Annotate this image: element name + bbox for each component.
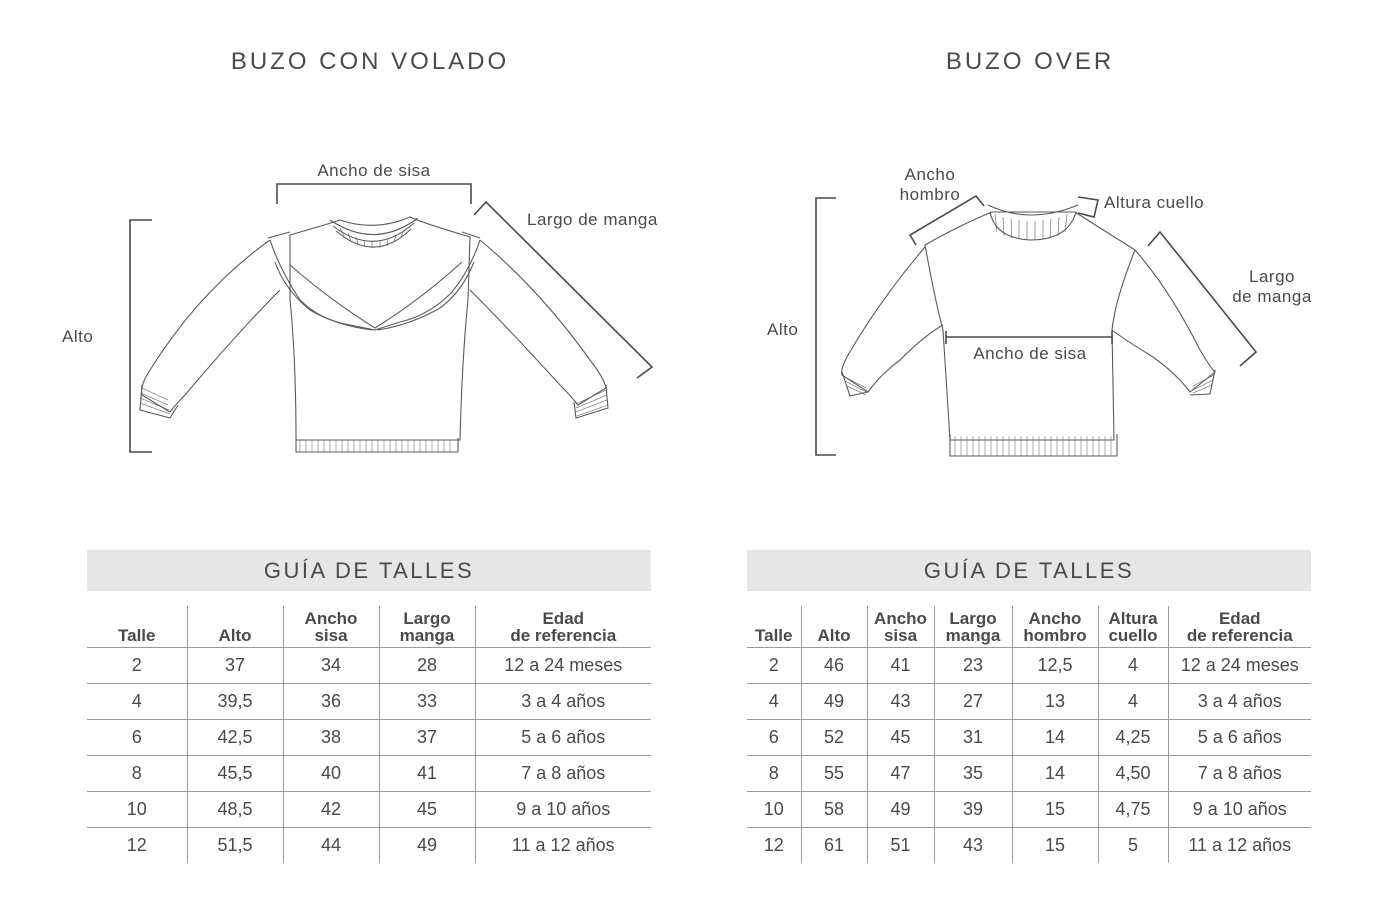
label-largo-manga-line2: de manga [1232, 287, 1312, 306]
column-header: Talle [747, 606, 801, 648]
table-cell: 6 [747, 720, 801, 756]
table-cell: 5 [1098, 828, 1168, 864]
size-guide-buzo-over [747, 550, 1311, 863]
table-cell: 41 [379, 756, 475, 792]
label-alto: Alto [62, 327, 94, 346]
table-cell: 3 a 4 años [1168, 684, 1311, 720]
table-cell: 44 [283, 828, 379, 864]
table-row [747, 792, 1311, 828]
table-cell: 3 a 4 años [475, 684, 651, 720]
sweater-over-drawing [842, 205, 1215, 456]
product-title-buzo-over: BUZO OVER [945, 48, 1115, 75]
table-cell: 23 [934, 648, 1012, 684]
table-cell: 6 [87, 720, 187, 756]
table-cell: 49 [867, 792, 934, 828]
guide-header: GUÍA DE TALLES [747, 550, 1311, 591]
table-cell: 12 a 24 meses [475, 648, 651, 684]
table-cell: 49 [801, 684, 867, 720]
column-header: Edad de referencia [475, 606, 651, 648]
table-cell: 8 [87, 756, 187, 792]
table-cell: 49 [379, 828, 475, 864]
table-cell: 31 [934, 720, 1012, 756]
table-cell: 11 a 12 años [475, 828, 651, 864]
table-row [87, 828, 651, 864]
table-cell: 7 a 8 años [1168, 756, 1311, 792]
table-cell: 61 [801, 828, 867, 864]
column-header: Talle [87, 606, 187, 648]
table-cell: 9 a 10 años [475, 792, 651, 828]
table-cell: 10 [87, 792, 187, 828]
table-cell: 2 [87, 648, 187, 684]
table-row [747, 720, 1311, 756]
table-cell: 4,75 [1098, 792, 1168, 828]
illustration-buzo-over [700, 120, 1400, 480]
table-cell: 2 [747, 648, 801, 684]
table-cell: 43 [867, 684, 934, 720]
column-header: Ancho sisa [867, 606, 934, 648]
table-cell: 34 [283, 648, 379, 684]
size-table [87, 606, 651, 863]
table-cell: 4 [1098, 648, 1168, 684]
table-cell: 8 [747, 756, 801, 792]
table-cell: 14 [1012, 720, 1098, 756]
table-cell: 38 [283, 720, 379, 756]
illustration-buzo-con-volado [0, 120, 700, 480]
label-altura-cuello: Altura cuello [1104, 193, 1205, 212]
sweater-ruffle-drawing [140, 217, 608, 452]
column-header: Ancho hombro [1012, 606, 1098, 648]
table-cell: 4 [747, 684, 801, 720]
table-row [87, 756, 651, 792]
table-cell: 10 [747, 792, 801, 828]
column-header: Largo manga [379, 606, 475, 648]
table-cell: 48,5 [187, 792, 283, 828]
table-row [87, 792, 651, 828]
table-body [87, 648, 651, 864]
table-cell: 4 [87, 684, 187, 720]
table-header-row [87, 606, 651, 648]
table-cell: 43 [934, 828, 1012, 864]
table-row [87, 684, 651, 720]
size-guide-buzo-con-volado [87, 550, 651, 863]
table-cell: 4,25 [1098, 720, 1168, 756]
size-table [747, 606, 1311, 863]
table-cell: 33 [379, 684, 475, 720]
table-cell: 13 [1012, 684, 1098, 720]
table-cell: 42,5 [187, 720, 283, 756]
label-largo-manga-line1: Largo [1249, 267, 1295, 286]
table-body [747, 648, 1311, 864]
table-cell: 5 a 6 años [475, 720, 651, 756]
table-cell: 15 [1012, 828, 1098, 864]
table-row [87, 720, 651, 756]
table-cell: 4,50 [1098, 756, 1168, 792]
table-cell: 12 a 24 meses [1168, 648, 1311, 684]
table-cell: 47 [867, 756, 934, 792]
guide-header: GUÍA DE TALLES [87, 550, 651, 591]
table-cell: 4 [1098, 684, 1168, 720]
table-cell: 12 [126, 835, 147, 855]
table-cell: 37 [379, 720, 475, 756]
table-cell: 46 [801, 648, 867, 684]
table-cell: 40 [283, 756, 379, 792]
table-cell: 55 [801, 756, 867, 792]
table-cell: 28 [379, 648, 475, 684]
table-cell: 58 [801, 792, 867, 828]
label-largo-de-manga: Largo de manga [527, 210, 658, 229]
table-cell: 9 a 10 años [1168, 792, 1311, 828]
product-title-buzo-con-volado: BUZO CON VOLADO [230, 48, 510, 75]
column-header: Largo manga [934, 606, 1012, 648]
label-ancho-hombro-line2: hombro [899, 185, 961, 204]
table-row [747, 828, 1311, 864]
table-cell: 42 [283, 792, 379, 828]
column-header: Altura cuello [1098, 606, 1168, 648]
table-cell: 39,5 [187, 684, 283, 720]
table-cell: 52 [801, 720, 867, 756]
table-row [747, 648, 1311, 684]
column-header: Edad de referencia [1168, 606, 1311, 648]
column-header: Alto [187, 606, 283, 648]
table-cell: 35 [934, 756, 1012, 792]
label-ancho-de-sisa: Ancho de sisa [973, 344, 1087, 363]
table-cell: 12 [763, 835, 784, 855]
table-row [87, 648, 651, 684]
table-cell: 39 [934, 792, 1012, 828]
table-cell: 7 a 8 años [475, 756, 651, 792]
table-cell: 27 [934, 684, 1012, 720]
column-header: Alto [801, 606, 867, 648]
label-ancho-de-sisa: Ancho de sisa [317, 161, 431, 180]
label-alto: Alto [767, 320, 799, 339]
table-cell: 36 [283, 684, 379, 720]
table-cell: 45 [379, 792, 475, 828]
table-row [747, 684, 1311, 720]
table-cell: 51 [867, 828, 934, 864]
table-cell: 12,5 [1012, 648, 1098, 684]
table-cell: 45,5 [187, 756, 283, 792]
table-header-row [747, 606, 1311, 648]
label-ancho-hombro-line1: Ancho [904, 165, 956, 184]
table-cell: 37 [187, 648, 283, 684]
column-header: Ancho sisa [283, 606, 379, 648]
table-cell: 45 [867, 720, 934, 756]
table-row [747, 756, 1311, 792]
table-cell: 11 a 12 años [1168, 828, 1311, 864]
table-cell: 51,5 [187, 828, 283, 864]
table-cell: 14 [1012, 756, 1098, 792]
table-cell: 15 [1012, 792, 1098, 828]
table-cell: 41 [867, 648, 934, 684]
table-cell: 5 a 6 años [1168, 720, 1311, 756]
